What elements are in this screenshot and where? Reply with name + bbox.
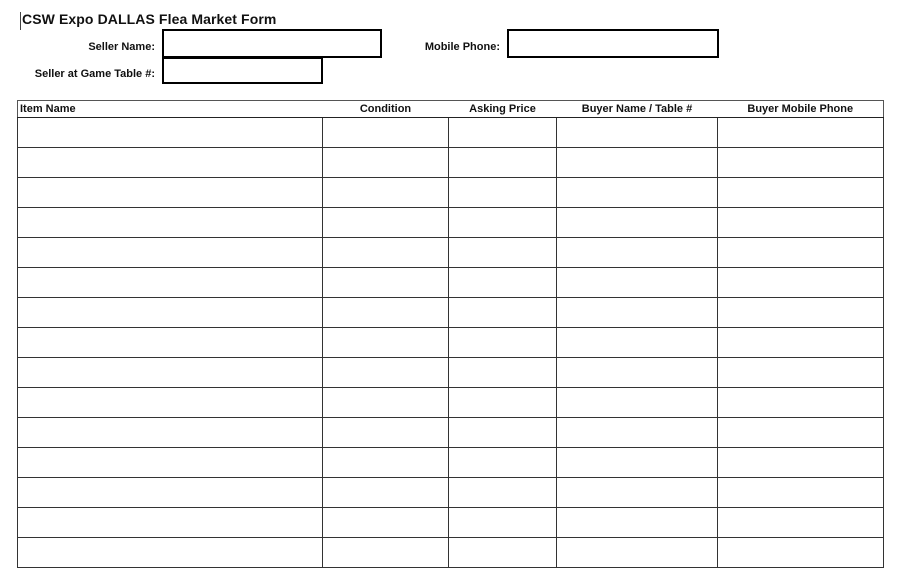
condition-cell[interactable] [323, 538, 449, 568]
condition-cell[interactable] [323, 418, 449, 448]
asking-price-cell[interactable] [449, 118, 557, 148]
buyer-mobile-phone-cell[interactable] [718, 328, 884, 358]
buyer-name-table-cell[interactable] [557, 178, 718, 208]
column-header-condition: Condition [323, 101, 449, 118]
condition-cell[interactable] [323, 268, 449, 298]
buyer-name-table-cell[interactable] [557, 208, 718, 238]
buyer-name-table-cell[interactable] [557, 238, 718, 268]
item-name-cell[interactable] [18, 508, 323, 538]
buyer-name-table-cell[interactable] [557, 448, 718, 478]
table-row [18, 388, 884, 418]
item-name-cell[interactable] [18, 238, 323, 268]
asking-price-cell[interactable] [449, 298, 557, 328]
buyer-mobile-phone-cell[interactable] [718, 358, 884, 388]
table-row [18, 358, 884, 388]
buyer-mobile-phone-cell[interactable] [718, 418, 884, 448]
table-row [18, 148, 884, 178]
condition-cell[interactable] [323, 508, 449, 538]
asking-price-cell[interactable] [449, 208, 557, 238]
buyer-name-table-cell[interactable] [557, 268, 718, 298]
condition-cell[interactable] [323, 118, 449, 148]
asking-price-cell[interactable] [449, 538, 557, 568]
table-row [18, 508, 884, 538]
buyer-name-table-cell[interactable] [557, 148, 718, 178]
game-table-label: Seller at Game Table #: [34, 68, 155, 80]
buyer-mobile-phone-cell[interactable] [718, 148, 884, 178]
asking-price-cell[interactable] [449, 508, 557, 538]
condition-cell[interactable] [323, 298, 449, 328]
table-row [18, 448, 884, 478]
column-header-item-name: Item Name [18, 101, 323, 118]
item-name-cell[interactable] [18, 178, 323, 208]
items-table [17, 100, 884, 568]
buyer-name-table-cell[interactable] [557, 388, 718, 418]
buyer-mobile-phone-cell[interactable] [718, 118, 884, 148]
buyer-name-table-cell[interactable] [557, 418, 718, 448]
buyer-mobile-phone-cell[interactable] [718, 508, 884, 538]
buyer-mobile-phone-cell[interactable] [718, 538, 884, 568]
asking-price-cell[interactable] [449, 448, 557, 478]
buyer-name-table-cell[interactable] [557, 118, 718, 148]
condition-cell[interactable] [323, 388, 449, 418]
buyer-mobile-phone-cell[interactable] [718, 298, 884, 328]
asking-price-cell[interactable] [449, 238, 557, 268]
condition-cell[interactable] [323, 148, 449, 178]
buyer-mobile-phone-cell[interactable] [718, 268, 884, 298]
asking-price-cell[interactable] [449, 148, 557, 178]
item-name-cell[interactable] [18, 298, 323, 328]
column-header-buyer-mobile-phone: Buyer Mobile Phone [718, 101, 884, 118]
item-name-cell[interactable] [18, 118, 323, 148]
buyer-mobile-phone-cell[interactable] [718, 388, 884, 418]
buyer-mobile-phone-cell[interactable] [718, 448, 884, 478]
seller-name-field[interactable] [162, 29, 382, 58]
item-name-cell[interactable] [18, 268, 323, 298]
item-name-cell[interactable] [18, 538, 323, 568]
item-name-cell[interactable] [18, 208, 323, 238]
buyer-mobile-phone-cell[interactable] [718, 238, 884, 268]
table-row [18, 478, 884, 508]
asking-price-cell[interactable] [449, 418, 557, 448]
condition-cell[interactable] [323, 178, 449, 208]
table-row [18, 298, 884, 328]
item-name-cell[interactable] [18, 148, 323, 178]
mobile-phone-field[interactable] [507, 29, 719, 58]
condition-cell[interactable] [323, 328, 449, 358]
table-row [18, 538, 884, 568]
condition-cell[interactable] [323, 238, 449, 268]
table-row [18, 118, 884, 148]
table-row [18, 178, 884, 208]
column-header-buyer-name-table: Buyer Name / Table # [557, 101, 718, 118]
item-name-cell[interactable] [18, 388, 323, 418]
mobile-phone-label: Mobile Phone: [424, 41, 500, 53]
item-name-cell[interactable] [18, 328, 323, 358]
buyer-mobile-phone-cell[interactable] [718, 478, 884, 508]
condition-cell[interactable] [323, 208, 449, 238]
table-header-row [18, 101, 884, 118]
buyer-name-table-cell[interactable] [557, 478, 718, 508]
buyer-mobile-phone-cell[interactable] [718, 208, 884, 238]
table-row [18, 418, 884, 448]
asking-price-cell[interactable] [449, 388, 557, 418]
asking-price-cell[interactable] [449, 178, 557, 208]
condition-cell[interactable] [323, 358, 449, 388]
buyer-name-table-cell[interactable] [557, 538, 718, 568]
asking-price-cell[interactable] [449, 328, 557, 358]
condition-cell[interactable] [323, 478, 449, 508]
asking-price-cell[interactable] [449, 268, 557, 298]
game-table-field[interactable] [162, 57, 323, 84]
table-row [18, 238, 884, 268]
condition-cell[interactable] [323, 448, 449, 478]
text-cursor [20, 12, 21, 30]
form-title: CSW Expo DALLAS Flea Market Form [22, 11, 277, 27]
table-row [18, 208, 884, 238]
item-name-cell[interactable] [18, 358, 323, 388]
item-name-cell[interactable] [18, 448, 323, 478]
seller-name-label: Seller Name: [88, 41, 155, 53]
buyer-name-table-cell[interactable] [557, 298, 718, 328]
buyer-name-table-cell[interactable] [557, 328, 718, 358]
buyer-mobile-phone-cell[interactable] [718, 178, 884, 208]
column-header-asking-price: Asking Price [449, 101, 557, 118]
asking-price-cell[interactable] [449, 358, 557, 388]
table-row [18, 328, 884, 358]
item-name-cell[interactable] [18, 418, 323, 448]
table-row [18, 268, 884, 298]
item-name-cell[interactable] [18, 478, 323, 508]
buyer-name-table-cell[interactable] [557, 508, 718, 538]
buyer-name-table-cell[interactable] [557, 358, 718, 388]
asking-price-cell[interactable] [449, 478, 557, 508]
